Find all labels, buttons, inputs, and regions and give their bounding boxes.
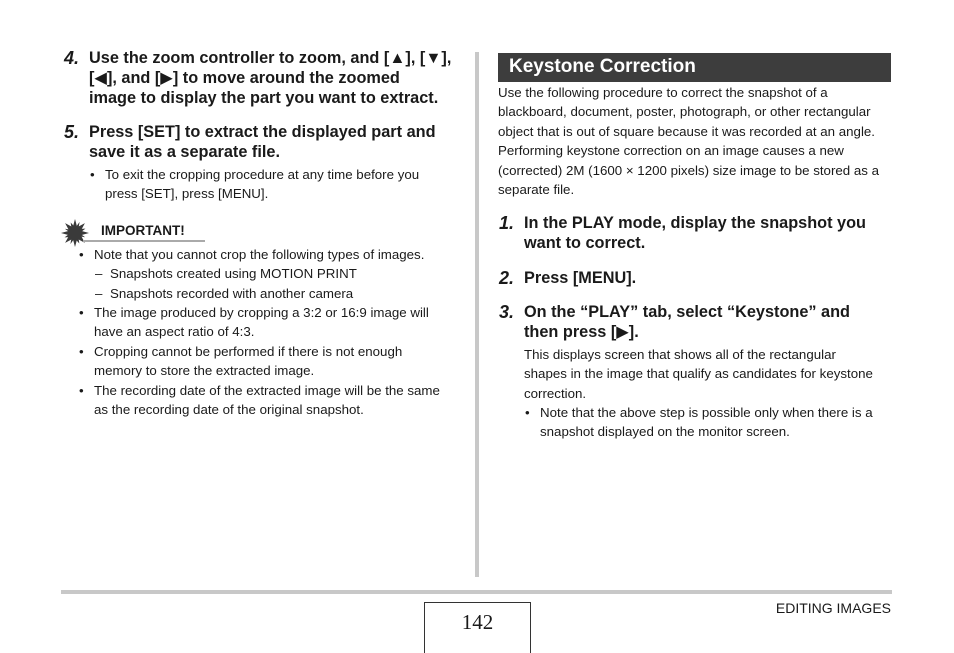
dash-item: – Snapshots recorded with another camera — [95, 286, 354, 301]
page-number-box — [424, 602, 531, 653]
dash-item: – Snapshots created using MOTION PRINT — [95, 266, 357, 281]
step-text-line: In the PLAY mode, display the snapshot you — [524, 214, 866, 232]
step-text-line: Press [SET] to extract the displayed part and — [89, 123, 436, 141]
step-text-line: Press [MENU]. — [524, 269, 637, 287]
bullet-item: • Cropping cannot be performed if there is not enough memory to store the extracted image. — [79, 344, 403, 379]
bullet-dot: • — [79, 344, 84, 359]
step-3-description: This displays screen that shows all of the rectangular shapes in the image that qualify as candidates for keystone correction. — [524, 347, 873, 401]
important-underline — [83, 240, 205, 242]
section-header — [498, 53, 891, 82]
bullet-item: • Note that the above step is possible only when there is a snapshot displayed on the monitor screen. — [525, 405, 873, 440]
step-text-line: want to correct. — [524, 234, 646, 252]
bullet-dot: • — [79, 247, 84, 262]
intro-paragraph: Use the following procedure to correct the snapshot of a blackboard, document, poster, photograph, or other rectangular object that is out of square because it was recorded at an angle. Performing keystone correction on an image causes a new (corrected) 2M (1600 × 1200 pixels) size image to be stored as a separate file. — [498, 85, 879, 198]
step-text-line: then press [▶]. — [524, 323, 639, 341]
step-number: 1. — [499, 213, 515, 233]
bullet-dot: • — [79, 305, 84, 320]
bullet-item: • Note that you cannot crop the following types of images. — [79, 245, 469, 265]
column-divider — [475, 52, 479, 577]
step-text-line: Use the zoom controller to zoom, and [▲], [▼], — [89, 49, 452, 67]
step-number: 2. — [499, 268, 515, 288]
chapter-label: EDITING IMAGES — [775, 600, 891, 616]
step-4 — [64, 48, 464, 110]
step-text-line: On the “PLAY” tab, select “Keystone” and — [524, 303, 851, 321]
step-text-line: save it as a separate file. — [89, 143, 280, 161]
bullet-item: • The recording date of the extracted image will be the same as the recording date of the original snapshot. — [79, 383, 440, 418]
starburst-icon — [61, 219, 89, 247]
bullet-dot: • — [525, 405, 530, 420]
step-number: 5. — [64, 122, 80, 142]
bullet-dot: • — [79, 383, 84, 398]
step-5 — [64, 122, 464, 164]
important-label: IMPORTANT! — [101, 223, 185, 238]
step-1 — [499, 213, 899, 255]
bullet-dot: • — [90, 167, 95, 182]
step-text-line: [◀], and [▶] to move around the zoomed — [89, 69, 400, 87]
bullet-item: • To exit the cropping procedure at any time before you press [SET], press [MENU]. — [90, 167, 420, 202]
step-number: 4. — [64, 48, 80, 68]
footer-rule — [61, 590, 892, 594]
page-number: 142 — [461, 610, 494, 634]
step-3 — [499, 302, 899, 344]
step-number: 3. — [499, 302, 515, 322]
step-2 — [499, 268, 899, 290]
bullet-item: • The image produced by cropping a 3:2 or 16:9 image will have an aspect ratio of 4:3. — [79, 305, 429, 340]
section-title: Keystone Correction — [509, 56, 696, 77]
step-text-line: image to display the part you want to extract. — [89, 89, 439, 107]
